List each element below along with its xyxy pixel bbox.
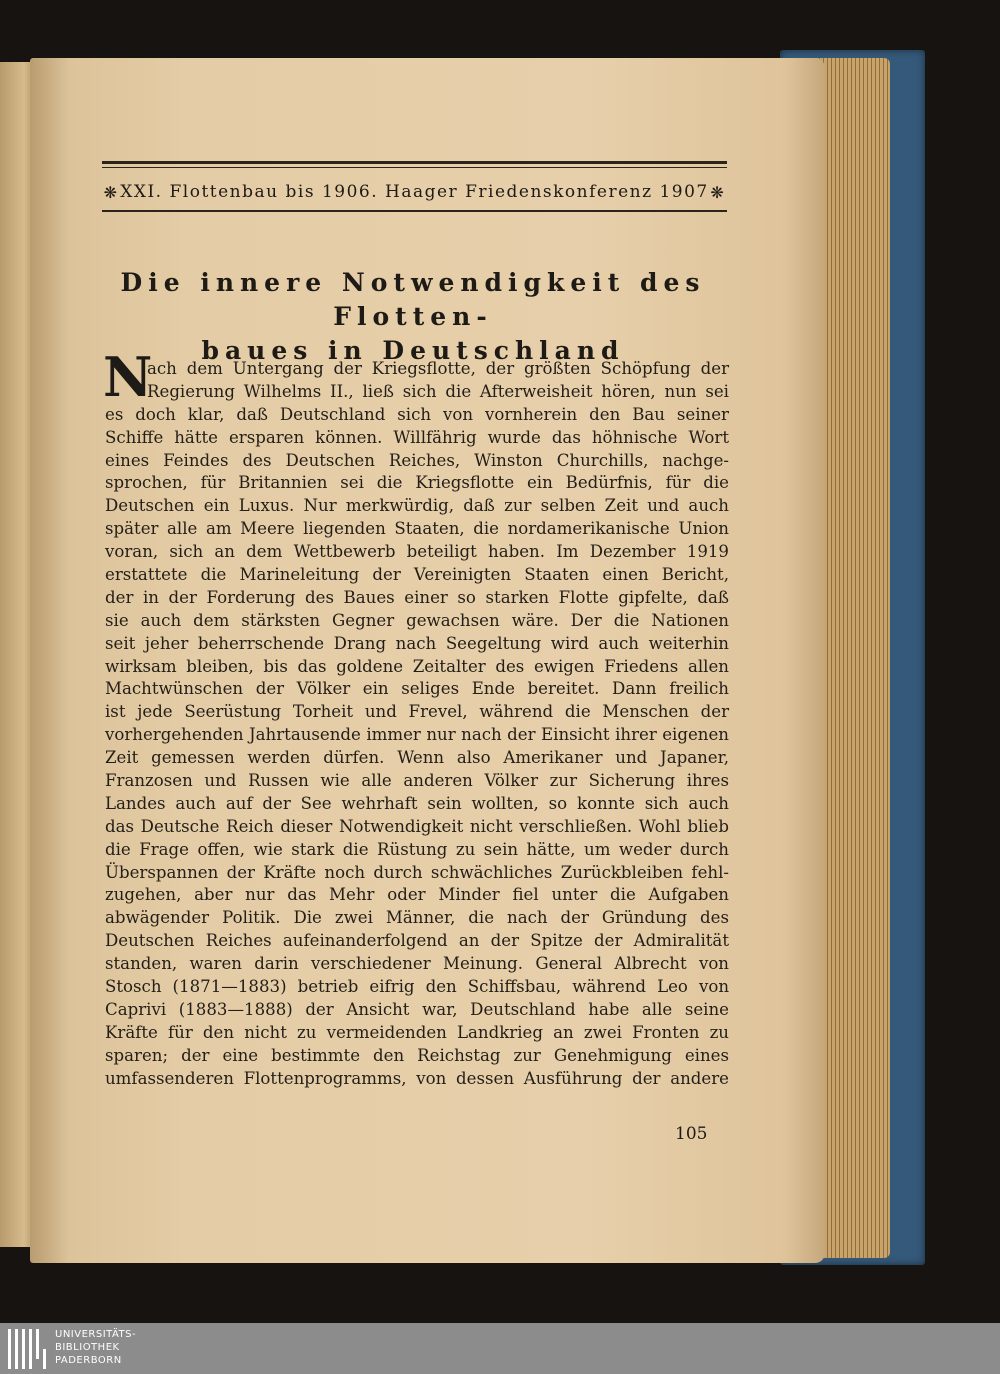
text-line: Machtwünschen der Völker ein seliges Ende bereitet. Dann freilich: [105, 679, 729, 699]
chapter-heading-line-1: Die innere Notwendigkeit des Flotten-: [120, 268, 706, 331]
text-line: Deutschen Reiches aufeinanderfolgend an der Spitze der Admiralität: [105, 931, 729, 951]
chapter-heading: [88, 266, 738, 368]
text-line: zugehen, aber nur das Mehr oder Minder fiel unter die Aufgaben: [105, 885, 729, 905]
text-line: Stosch (1871—1883) betrieb eifrig den Schiffsbau, während Leo von: [105, 977, 729, 997]
text-line: Franzosen und Russen wie alle anderen Völker zur Sicherung ihres: [105, 771, 729, 791]
text-line: abwägender Politik. Die zwei Männer, die nach der Gründung des: [105, 908, 729, 928]
header-rule-top-thin: [102, 167, 727, 168]
logo-text-line-1: UNIVERSITÄTS-: [55, 1329, 137, 1340]
text-line: es doch klar, daß Deutschland sich von vornherein den Bau seiner: [105, 404, 729, 424]
text-line: der in der Forderung des Baues einer so starken Flotte gipfelte, daß: [105, 587, 729, 607]
running-head: [102, 178, 727, 206]
text-line: Schiffe hätte ersparen können. Willfährig wurde das höhnische Wort: [105, 427, 729, 447]
text-line: eines Feindes des Deutschen Reiches, Winston Churchills, nachge-: [105, 450, 729, 470]
page-number: 105: [675, 1124, 708, 1144]
text-line: sprochen, für Britannien sei die Kriegsflotte ein Bedürfnis, für die: [105, 473, 729, 493]
text-line: erstattete die Marineleitung der Vereinigten Staaten einen Bericht,: [105, 565, 729, 585]
library-logo-text: [55, 1328, 136, 1367]
text-line: Überspannen der Kräfte noch durch schwächliches Zurückbleiben fehl-: [105, 862, 729, 882]
library-logo-icon: [8, 1329, 48, 1369]
logo-text-line-2: BIBLIOTHEK: [55, 1342, 120, 1353]
text-line: vorhergehenden Jahrtausende immer nur nach der Einsicht ihrer eigenen: [105, 725, 729, 745]
text-line: sparen; der eine bestimmte den Reichstag zur Genehmigung eines: [105, 1045, 729, 1065]
text-line: Landes auch auf der See wehrhaft sein wollten, so konnte sich auch: [105, 793, 729, 813]
running-head-title: XXI. Flottenbau bis 1906. Haager Friedenskonferenz 1907: [120, 182, 709, 202]
text-line: umfassenderen Flottenprogramms, von dessen Ausführung der andere: [105, 1068, 729, 1088]
text-line: Zeit gemessen werden dürfen. Wenn also Amerikaner und Japaner,: [105, 748, 729, 768]
header-rule-bottom: [102, 210, 727, 212]
text-line: standen, waren darin verschiedener Meinung. General Albrecht von: [105, 954, 729, 974]
text-line: voran, sich an dem Wettbewerb beteiligt haben. Im Dezember 1919: [105, 542, 729, 562]
text-line: Kräfte für den nicht zu vermeidenden Landkrieg an zwei Fronten zu: [105, 1022, 729, 1042]
header-rule-top: [102, 161, 727, 164]
text-line: wirksam bleiben, bis das goldene Zeitalter des ewigen Friedens allen: [105, 656, 729, 676]
text-line: die Frage offen, wie stark die Rüstung zu sein hätte, um weder durch: [105, 839, 729, 859]
ornament-left-icon: ❋: [103, 182, 119, 202]
ornament-right-icon: ❋: [710, 182, 726, 202]
logo-text-line-3: PADERBORN: [55, 1355, 122, 1366]
book-page: [30, 58, 825, 1263]
text-line: Caprivi (1883—1888) der Ansicht war, Deutschland habe alle seine: [105, 999, 729, 1019]
drop-cap: N: [103, 345, 153, 409]
text-line: sie auch dem stärksten Gegner gewachsen wäre. Der die Nationen: [105, 610, 729, 630]
text-line: seit jeher beherrschende Drang nach Seegeltung wird auch weiterhin: [105, 633, 729, 653]
library-footer: [0, 1323, 1000, 1374]
text-line: ist jede Seerüstung Torheit und Frevel, während die Menschen der: [105, 702, 729, 722]
chapter-heading-line-2: baues in Deutschland: [201, 336, 625, 365]
text-line: Deutschen ein Luxus. Nur merkwürdig, daß zur selben Zeit und auch: [105, 496, 729, 516]
text-line: das Deutsche Reich dieser Notwendigkeit nicht verschließen. Wohl blieb: [105, 816, 729, 836]
text-line: ach dem Untergang der Kriegsflotte, der größten Schöpfung der: [147, 359, 729, 378]
text-line: Regierung Wilhelms II., ließ sich die Afterweisheit hören, nun sei: [147, 381, 729, 401]
text-line: später alle am Meere liegenden Staaten, die nordamerikanische Union: [105, 519, 729, 539]
